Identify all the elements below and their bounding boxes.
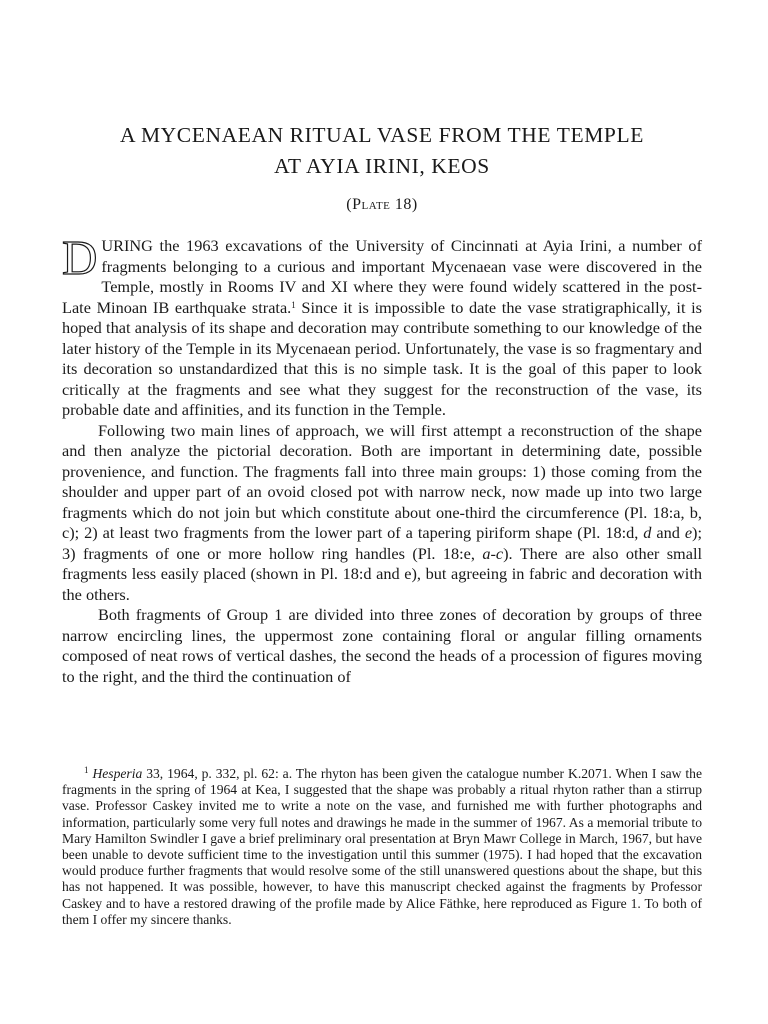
article-title <box>62 120 702 182</box>
paragraph-2-text-c: ); 3) fragments of one or more hollow ring handles (Pl. 18:e, <box>62 523 702 563</box>
paragraph-2-text-b: and <box>651 523 685 542</box>
drop-cap: D <box>62 230 98 285</box>
paragraph-2-italic-d: d <box>643 523 652 542</box>
plate-open-paren: ( <box>346 196 353 213</box>
footnote <box>62 766 702 928</box>
plate-word: Plate <box>352 196 391 213</box>
paragraph-1-text-a: URING the 1963 excavations of the University of Cincinnati at Ayia Irini, a number of fragments belonging to a curious and important Mycenaean vase were discovered in the Temple, mostly in Rooms IV and XI where they were found widely scattered in the post-Late Minoan IB earthquake strata. <box>62 236 702 317</box>
paragraph-3: Both fragments of Group 1 are divided into three zones of decoration by groups of three narrow encircling lines, the uppermost zone containing floral or angular filling ornaments composed of neat rows of vertical dashes, the second the heads of a procession of figures moving to the right, and the third the continuation of <box>62 605 702 686</box>
paragraph-2 <box>62 421 702 606</box>
plate-number: 18) <box>390 196 418 213</box>
footnote-text: 33, 1964, p. 332, pl. 62: a. The rhyton has been given the catalogue number K.2071. When I saw the fragments in the spring of 1964 at Kea, I suggested that the shape was probably a ritual rhyton rather than a stirrup vase. Professor Caskey invited me to write a note on the vase, and furnished me with further photographs and information, particularly some very full notes and drawings he made in the summer of 1967. As a memorial tribute to Mary Hamilton Swindler I gave a brief preliminary oral presentation at Bryn Mawr College in March, 1967, but have been unable to devote sufficient time to the investigation until this summer (1975). I had hoped that the excavation would produce further fragments that would resolve some of the still unanswered questions about the shape, but this has not happened. It was possible, however, to have this manuscript checked against the fragments by Professor Caskey and to have a restored drawing of the profile made by Alice Fäthke, here reproduced as Figure 1. To both of them I offer my sincere thanks. <box>62 766 702 927</box>
paragraph-2-text-a: Following two main lines of approach, we will first attempt a reconstruction of the shape and then analyze the pictorial decoration. Both are important in determining date, possible provenience, and function. The fragments fall into three main groups: 1) those coming from the shoulder and upper part of an ovoid closed pot with narrow neck, now made up into two large fragments which do not join but which constitute about one-third the circumference (Pl. 18:a, b, c); 2) at least two fragments from the lower part of a tapering piriform shape (Pl. 18:d, <box>62 420 702 542</box>
paragraph-1 <box>62 230 702 421</box>
footnote-ref-1[interactable]: 1 <box>291 299 296 310</box>
body-text <box>62 230 702 687</box>
paragraph-2-italic-e: e <box>684 523 693 542</box>
title-line-2: AT AYIA IRINI, KEOS <box>274 154 490 178</box>
paragraph-2-text-d: ). There are also other small fragments less easily placed (shown in Pl. 18:d and e), but agreeing in fabric and decoration with the others. <box>62 543 702 604</box>
paragraph-2-italic-ac: a-c <box>482 543 504 563</box>
footnote-marker: 1 <box>84 765 89 775</box>
footnote-journal: Hesperia <box>92 766 143 781</box>
title-line-1: A MYCENAEAN RITUAL VASE FROM THE TEMPLE <box>120 123 644 147</box>
paragraph-1-text-b: Since it is impossible to date the vase stratigraphically, it is hoped that analysis of its shape and decoration may contribute something to our knowledge of the later history of the Temple in its Mycenaean period. Unfortunately, the vase is so fragmentary and its decoration so unstandardized that this is no simple task. It is the goal of this paper to look critically at the fragments and see what they suggest for the reconstruction of the vase, its probable date and affinities, and its function in the Temple. <box>62 297 702 419</box>
plate-reference <box>62 196 702 214</box>
footnote-1 <box>62 766 702 928</box>
